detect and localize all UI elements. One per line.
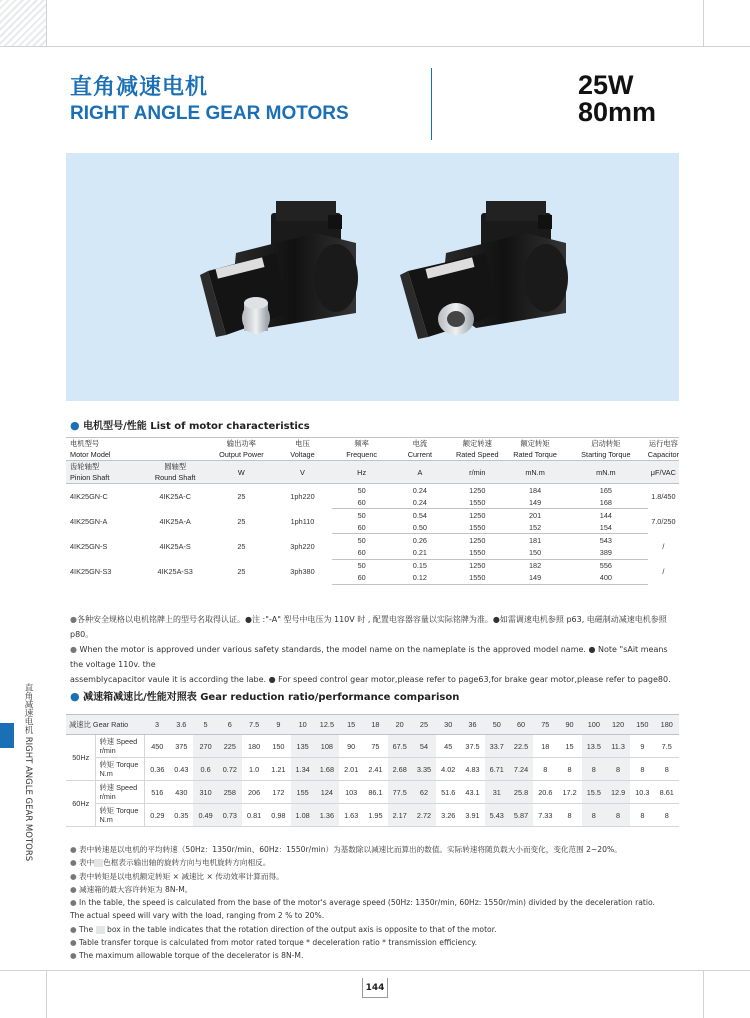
- col-freq-cn: 频率: [354, 439, 369, 448]
- gear-cell: 124: [315, 781, 339, 804]
- gear-cell: 86.1: [363, 781, 387, 804]
- grid-line: [46, 970, 47, 1018]
- note-l7b: box in the table indicates that the rotation direction of the output axis is opposite to that of the motor.: [107, 924, 497, 934]
- ratio-value: 20: [388, 715, 412, 735]
- gear-cell: 37.5: [460, 735, 484, 758]
- frame-size: 80mm: [578, 97, 657, 127]
- row-label-main: 转速 Speed: [99, 783, 138, 792]
- gear-cell: 0.81: [242, 804, 266, 827]
- side-label: [22, 683, 33, 861]
- gear-cell: 8: [630, 804, 654, 827]
- ratio-value: 36: [460, 715, 484, 735]
- round-model: 4IK25A-C: [159, 491, 191, 501]
- start-torque-value: 543: [599, 535, 612, 545]
- pinion-en: Pinion Shaft: [70, 473, 110, 482]
- gear-cell: 6.71: [485, 758, 509, 781]
- start-torque-value: 400: [564, 572, 648, 585]
- motor-row: [66, 559, 679, 572]
- gear-cell: 0.72: [218, 758, 242, 781]
- page-title-cn: 直角减速电机: [70, 75, 209, 100]
- gear-cell: 33.7: [485, 735, 509, 758]
- gear-table: [66, 714, 679, 827]
- gear-cell: 20.6: [533, 781, 557, 804]
- power-value: 25: [237, 516, 246, 526]
- speed-value: 1550: [448, 572, 506, 585]
- gear-cell: 172: [266, 781, 290, 804]
- gear-cell: 0.73: [218, 804, 242, 827]
- gear-data-row: [66, 758, 679, 781]
- bullet: ●: [70, 690, 80, 703]
- gear-cell: 8: [654, 804, 679, 827]
- gear-cell: 2.72: [412, 804, 436, 827]
- gear-cell: 1.68: [315, 758, 339, 781]
- unit-cell: r/min: [448, 461, 506, 484]
- gear-cell: 0.98: [266, 804, 290, 827]
- gear-cell: 7.5: [654, 735, 679, 758]
- col-torque-en: Rated Torque: [513, 450, 557, 459]
- gear-cell: 77.5: [388, 781, 412, 804]
- capacitor-value: /: [662, 541, 665, 551]
- gear-cell: 75: [363, 735, 387, 758]
- gear-cell: 8: [582, 804, 606, 827]
- voltage-value: 1ph220: [290, 491, 315, 501]
- gear-cell: 375: [169, 735, 193, 758]
- row-label-unit: N.m: [99, 769, 113, 778]
- speed-value: 1550: [448, 496, 506, 509]
- gear-cell: 0.49: [193, 804, 217, 827]
- gear-cell: 8: [630, 758, 654, 781]
- current-value: 0.21: [391, 546, 448, 559]
- torque-value: 201: [528, 510, 542, 520]
- voltage-value: 3ph380: [290, 567, 315, 577]
- current-value: 0.24: [412, 485, 427, 495]
- motor-table: [66, 437, 679, 585]
- gear-cell: 0.35: [169, 804, 193, 827]
- note-en-a: When the motor is approved under various safety standards, the model name on the nameplate is the approved model name. ● Note "sAit means the voltage 110v. the: [70, 645, 668, 669]
- round-model: 4IK25A-S: [159, 541, 191, 551]
- gear-cell: 225: [218, 735, 242, 758]
- unit-cell: V: [273, 461, 332, 484]
- col-model-en: Motor Model: [70, 450, 111, 459]
- gear-table-body: [66, 715, 679, 827]
- ratio-value: 50: [485, 715, 509, 735]
- col-torque-cn: 额定转矩: [520, 439, 550, 448]
- shade-swatch: [96, 926, 105, 934]
- gear-cell: 7.24: [509, 758, 533, 781]
- gear-cell: 15: [557, 735, 581, 758]
- gear-data-row: [66, 781, 679, 804]
- gear-cell: 1.36: [315, 804, 339, 827]
- round-cn: 圆轴型: [164, 462, 187, 471]
- freq-value: 60: [332, 572, 391, 585]
- grid-line: [46, 0, 47, 46]
- ratio-value: 12.5: [315, 715, 339, 735]
- pinion-model: 4IK25GN-S3: [70, 567, 112, 577]
- current-value: 0.15: [412, 561, 427, 571]
- ratio-value: 75: [533, 715, 557, 735]
- row-label: [96, 758, 145, 781]
- pinion-model: 4IK25GN-A: [70, 516, 108, 526]
- ratio-value: 6: [218, 715, 242, 735]
- gear-cell: 430: [169, 781, 193, 804]
- freq-value: 60: [332, 496, 391, 509]
- gear-cell: 150: [266, 735, 290, 758]
- gear-data-row: [66, 735, 679, 758]
- gear-cell: 51.6: [436, 781, 460, 804]
- gear-cell: 31: [485, 781, 509, 804]
- gear-cell: 5.43: [485, 804, 509, 827]
- gear-cell: 0.43: [169, 758, 193, 781]
- gear-cell: 0.36: [145, 758, 169, 781]
- motor-right-icon: [400, 201, 568, 339]
- gear-cell: 13.5: [582, 735, 606, 758]
- gear-cell: 25.8: [509, 781, 533, 804]
- gear-cell: 2.68: [388, 758, 412, 781]
- gear-cell: 135: [291, 735, 315, 758]
- gear-cell: 15.5: [582, 781, 606, 804]
- gear-cell: 270: [193, 735, 217, 758]
- title-block: [70, 76, 349, 126]
- gear-cell: 5.87: [509, 804, 533, 827]
- gear-cell: 4.02: [436, 758, 460, 781]
- ratio-value: 3: [145, 715, 169, 735]
- col-model-cn: 电机型号: [70, 439, 100, 448]
- gear-cell: 1.34: [291, 758, 315, 781]
- gear-cell: 8: [606, 804, 630, 827]
- row-label-unit: r/min: [99, 792, 116, 801]
- note-en-b: assemblycapacitor vaule it is according the labe. ● For speed control gear motor,please refer to page63,for brake gear motor,please refer to page80.: [70, 675, 671, 684]
- current-value: 0.12: [391, 572, 448, 585]
- gear-cell: 310: [193, 781, 217, 804]
- notes-gear: ● 表中转速是以电机的平均转速（50Hz：1350r/min、60Hz：1550r/min）为基数除以减速比而算出的数值。实际转速将随负载大小而变化，变化范围 2~20%。 ● 表中 色框表示输出轴的旋转方向与电机旋转方向相反。 ● 表中转矩是以电机额定转矩 × 减速比 × 传动效率计算而得。 ● 减速箱的最大容许转矩为 8N-M。 ● In the table, the speed is calculated from the base of the motor's average speed (50Hz: 1350r/min, 60Hz: 1550r/min) divided by the deceleration ratio. The actual speed will vary with the load, ranging from 2 % to 20%. ● The box in the table indicates that the rotation direction of the output axis is opposite to that of the motor. ● Table transfer torque is calculated from motor rated torque * deceleration ratio * transmission efficiency. ● The maximum allowable torque of the decelerator is 8N-M.: [70, 843, 682, 963]
- corner-hatch: [0, 0, 46, 46]
- product-photo-panel: [66, 153, 679, 401]
- note-l6: The actual speed will vary with the load, ranging from 2 % to 20%.: [70, 911, 325, 921]
- col-voltage-cn: 电压: [295, 439, 310, 448]
- unit-cell: mN.m: [506, 461, 564, 484]
- row-label-main: 转矩 Torque: [99, 806, 139, 815]
- round-en: Round Shaft: [154, 473, 196, 482]
- speed-value: 1250: [469, 561, 486, 571]
- gear-cell: 11.3: [606, 735, 630, 758]
- unit-cell: W: [210, 461, 273, 484]
- unit-cell: A: [391, 461, 448, 484]
- bullet: ●: [70, 419, 80, 432]
- start-torque-value: 389: [564, 546, 648, 559]
- speed-value: 1250: [469, 485, 486, 495]
- gear-cell: 3.26: [436, 804, 460, 827]
- page-number: 144: [362, 978, 388, 998]
- pinion-model: 4IK25GN-S: [70, 541, 108, 551]
- col-speed-cn: 额定转速: [462, 439, 492, 448]
- gear-cell: 9: [630, 735, 654, 758]
- col-power-en: Output Power: [219, 450, 264, 459]
- start-torque-value: 154: [564, 521, 648, 534]
- start-torque-value: 556: [599, 561, 612, 571]
- current-value: 0.50: [391, 521, 448, 534]
- notes-motor: ●各种安全规格以电机铭牌上的型号名取得认证。●注 :"-A" 型号中电压为 110V 时 , 配置电容器容量以实际铭牌为准。●如需调速电机参照 p63, 电磁制动减速电机参照 p80。 ● When the motor is approved under various safety standards, the model name on the nameplate is the approved model name. ● Note "sAit means the voltage 110v. the assemblycapacitor vaule it is according the labe. ● For speed control gear motor,please refer to page63,for brake gear motor,please refer to page80.: [70, 612, 682, 687]
- freq-value: 50: [357, 535, 366, 545]
- gear-cell: 8: [654, 758, 679, 781]
- power-value: 25: [237, 541, 246, 551]
- motor-row: [66, 484, 679, 497]
- gear-cell: 7.33: [533, 804, 557, 827]
- gear-cell: 108: [315, 735, 339, 758]
- motor-left-icon: [200, 201, 358, 337]
- gear-cell: 2.01: [339, 758, 363, 781]
- shade-swatch: [94, 859, 103, 867]
- col-start-en: Starting Torque: [581, 450, 631, 459]
- gear-cell: 67.5: [388, 735, 412, 758]
- freq-value: 50: [357, 510, 366, 520]
- gear-cell: 3.35: [412, 758, 436, 781]
- grid-line: [0, 46, 750, 47]
- ratio-row: [66, 715, 679, 735]
- gear-cell: 2.17: [388, 804, 412, 827]
- gear-cell: 2.41: [363, 758, 387, 781]
- ratio-value: 25: [412, 715, 436, 735]
- ratio-value: 10: [291, 715, 315, 735]
- freq-value: 60: [332, 521, 391, 534]
- gear-cell: 8: [557, 804, 581, 827]
- speed-value: 1250: [469, 510, 486, 520]
- ratio-value: 150: [630, 715, 654, 735]
- gear-cell: 1.95: [363, 804, 387, 827]
- row-label: [96, 735, 145, 758]
- power-rating: 25W: [578, 70, 634, 100]
- current-value: 0.26: [412, 535, 427, 545]
- freq-label: 50Hz: [66, 735, 96, 781]
- grid-line: [0, 970, 750, 971]
- row-label-main: 转矩 Torque: [99, 760, 139, 769]
- speed-value: 1250: [469, 535, 486, 545]
- ratio-value: 3.6: [169, 715, 193, 735]
- speed-value: 1550: [448, 521, 506, 534]
- ratio-value: 180: [654, 715, 679, 735]
- row-label: [96, 781, 145, 804]
- unit-row: [66, 461, 679, 484]
- spec-block: [578, 72, 656, 126]
- start-torque-value: 144: [599, 510, 612, 520]
- gear-cell: 8: [606, 758, 630, 781]
- gear-cell: 43.1: [460, 781, 484, 804]
- ratio-value: 60: [509, 715, 533, 735]
- unit-cell: mN.m: [564, 461, 648, 484]
- gear-cell: 450: [145, 735, 169, 758]
- gear-cell: 90: [339, 735, 363, 758]
- voltage-value: 3ph220: [290, 541, 315, 551]
- section-gear-ratio: [70, 688, 459, 703]
- ratio-value: 7.5: [242, 715, 266, 735]
- gear-cell: 1.0: [242, 758, 266, 781]
- header-row: [66, 438, 679, 461]
- row-label-unit: N.m: [99, 815, 113, 824]
- motor-row: [66, 509, 679, 522]
- voltage-value: 1ph110: [290, 516, 315, 526]
- ratio-label: 减速比 Gear Ratio: [66, 715, 145, 735]
- note-l7a: The: [79, 924, 94, 934]
- note-l2a: 表中: [79, 858, 95, 868]
- torque-value: 182: [528, 561, 542, 571]
- freq-value: 50: [357, 485, 366, 495]
- col-freq-en: Frequenc: [346, 450, 378, 459]
- torque-value: 149: [506, 496, 564, 509]
- col-speed-en: Rated Speed: [455, 450, 499, 459]
- torque-value: 150: [506, 546, 564, 559]
- ratio-value: 100: [582, 715, 606, 735]
- motor-row: [66, 534, 679, 547]
- side-tab-marker: [0, 723, 14, 748]
- current-value: 0.24: [391, 496, 448, 509]
- gear-cell: 1.21: [266, 758, 290, 781]
- col-voltage-en: Voltage: [290, 450, 315, 459]
- ratio-value: 9: [266, 715, 290, 735]
- side-label-cn: 直角减速电机: [23, 683, 33, 734]
- torque-value: 149: [506, 572, 564, 585]
- col-current-cn: 电流: [412, 439, 428, 448]
- gear-cell: 0.6: [193, 758, 217, 781]
- col-cap-en: Capacitor: [647, 450, 679, 459]
- torque-value: 152: [506, 521, 564, 534]
- row-label: [96, 804, 145, 827]
- ratio-value: 30: [436, 715, 460, 735]
- section-title: 减速箱减速比/性能对照表 Gear reduction ratio/performance comparison: [83, 692, 460, 703]
- note-l4: 减速箱的最大容许转矩为 8N-M。: [79, 884, 193, 894]
- gear-cell: 1.08: [291, 804, 315, 827]
- round-model: 4IK25A-A: [159, 516, 191, 526]
- col-start-cn: 启动转矩: [591, 439, 621, 448]
- gear-cell: 54: [412, 735, 436, 758]
- gear-cell: 155: [291, 781, 315, 804]
- power-value: 25: [237, 567, 246, 577]
- gear-cell: 180: [242, 735, 266, 758]
- gear-cell: 4.83: [460, 758, 484, 781]
- current-value: 0.54: [412, 510, 427, 520]
- note-l2b: 色框表示输出轴的旋转方向与电机旋转方向相反。: [103, 858, 271, 868]
- gear-cell: 516: [145, 781, 169, 804]
- gear-cell: 8: [533, 758, 557, 781]
- capacitor-value: 1.8/450: [651, 491, 676, 501]
- gear-cell: 206: [242, 781, 266, 804]
- gear-cell: 3.91: [460, 804, 484, 827]
- col-cap-cn: 运行电容: [648, 439, 678, 448]
- note-cn: 各种安全规格以电机铭牌上的型号名取得认证。●注 :"-A" 型号中电压为 110V 时 , 配置电容器容量以实际铭牌为准。●如需调速电机参照 p63, 电磁制动减速电机参照 p80。: [70, 615, 667, 639]
- gear-cell: 45: [436, 735, 460, 758]
- gear-cell: 1.63: [339, 804, 363, 827]
- gear-cell: 103: [339, 781, 363, 804]
- note-l5: In the table, the speed is calculated from the base of the motor's average speed (50Hz: 1350r/min, 60Hz: 1550r/min) divided by the deceleration ratio.: [79, 898, 655, 908]
- unit-cell: Hz: [332, 461, 391, 484]
- grid-line: [703, 970, 704, 1018]
- capacitor-value: /: [662, 567, 665, 577]
- torque-value: 181: [528, 535, 542, 545]
- gear-cell: 18: [533, 735, 557, 758]
- gear-cell: 17.2: [557, 781, 581, 804]
- side-label-en: RIGHT ANGLE GEAR MOTORS: [23, 736, 33, 862]
- ratio-value: 120: [606, 715, 630, 735]
- gear-cell: 62: [412, 781, 436, 804]
- note-l3: 表中转矩是以电机额定转矩 × 减速比 × 传动效率计算而得。: [79, 871, 284, 881]
- gear-cell: 10.3: [630, 781, 654, 804]
- start-torque-value: 165: [599, 485, 612, 495]
- capacitor-value: 7.0/250: [651, 516, 676, 526]
- power-value: 25: [237, 491, 246, 501]
- speed-value: 1550: [448, 546, 506, 559]
- gear-cell: 0.29: [145, 804, 169, 827]
- motor-table-body: [66, 484, 679, 585]
- freq-value: 60: [332, 546, 391, 559]
- ratio-value: 5: [193, 715, 217, 735]
- start-torque-value: 168: [564, 496, 648, 509]
- gear-cell: 258: [218, 781, 242, 804]
- gear-cell: 12.9: [606, 781, 630, 804]
- grid-line: [703, 0, 704, 46]
- ratio-value: 15: [339, 715, 363, 735]
- col-current-en: Current: [407, 450, 433, 459]
- gear-cell: 8.61: [654, 781, 679, 804]
- torque-value: 184: [528, 485, 542, 495]
- row-label-main: 转速 Speed: [99, 737, 138, 746]
- round-model: 4IK25A-S3: [157, 567, 193, 577]
- row-label-unit: r/min: [99, 746, 116, 755]
- ratio-value: 18: [363, 715, 387, 735]
- freq-label: 60Hz: [66, 781, 96, 827]
- note-l1: 表中转速是以电机的平均转速（50Hz：1350r/min、60Hz：1550r/min）为基数除以减速比而算出的数值。实际转速将随负载大小而变化，变化范围 2~20%。: [79, 845, 622, 854]
- note-l8: Table transfer torque is calculated from motor rated torque * deceleration ratio * transmission efficiency.: [79, 938, 478, 948]
- section-motor-characteristics: [70, 417, 310, 432]
- section-title: 电机型号/性能 List of motor characteristics: [83, 421, 310, 432]
- freq-value: 50: [357, 561, 366, 571]
- motor-illustration: [66, 153, 679, 401]
- unit-cell: μF/VAC: [648, 461, 679, 484]
- note-l9: The maximum allowable torque of the decelerator is 8N-M.: [79, 951, 304, 961]
- gear-cell: 8: [582, 758, 606, 781]
- gear-cell: 22.5: [509, 735, 533, 758]
- col-power-cn: 输出功率: [226, 439, 256, 448]
- title-divider: [431, 68, 432, 140]
- pinion-cn: 齿轮轴型: [70, 462, 100, 471]
- pinion-model: 4IK25GN-C: [70, 491, 108, 501]
- ratio-value: 90: [557, 715, 581, 735]
- page-title-en: RIGHT ANGLE GEAR MOTORS: [70, 103, 349, 124]
- gear-data-row: [66, 804, 679, 827]
- gear-cell: 8: [557, 758, 581, 781]
